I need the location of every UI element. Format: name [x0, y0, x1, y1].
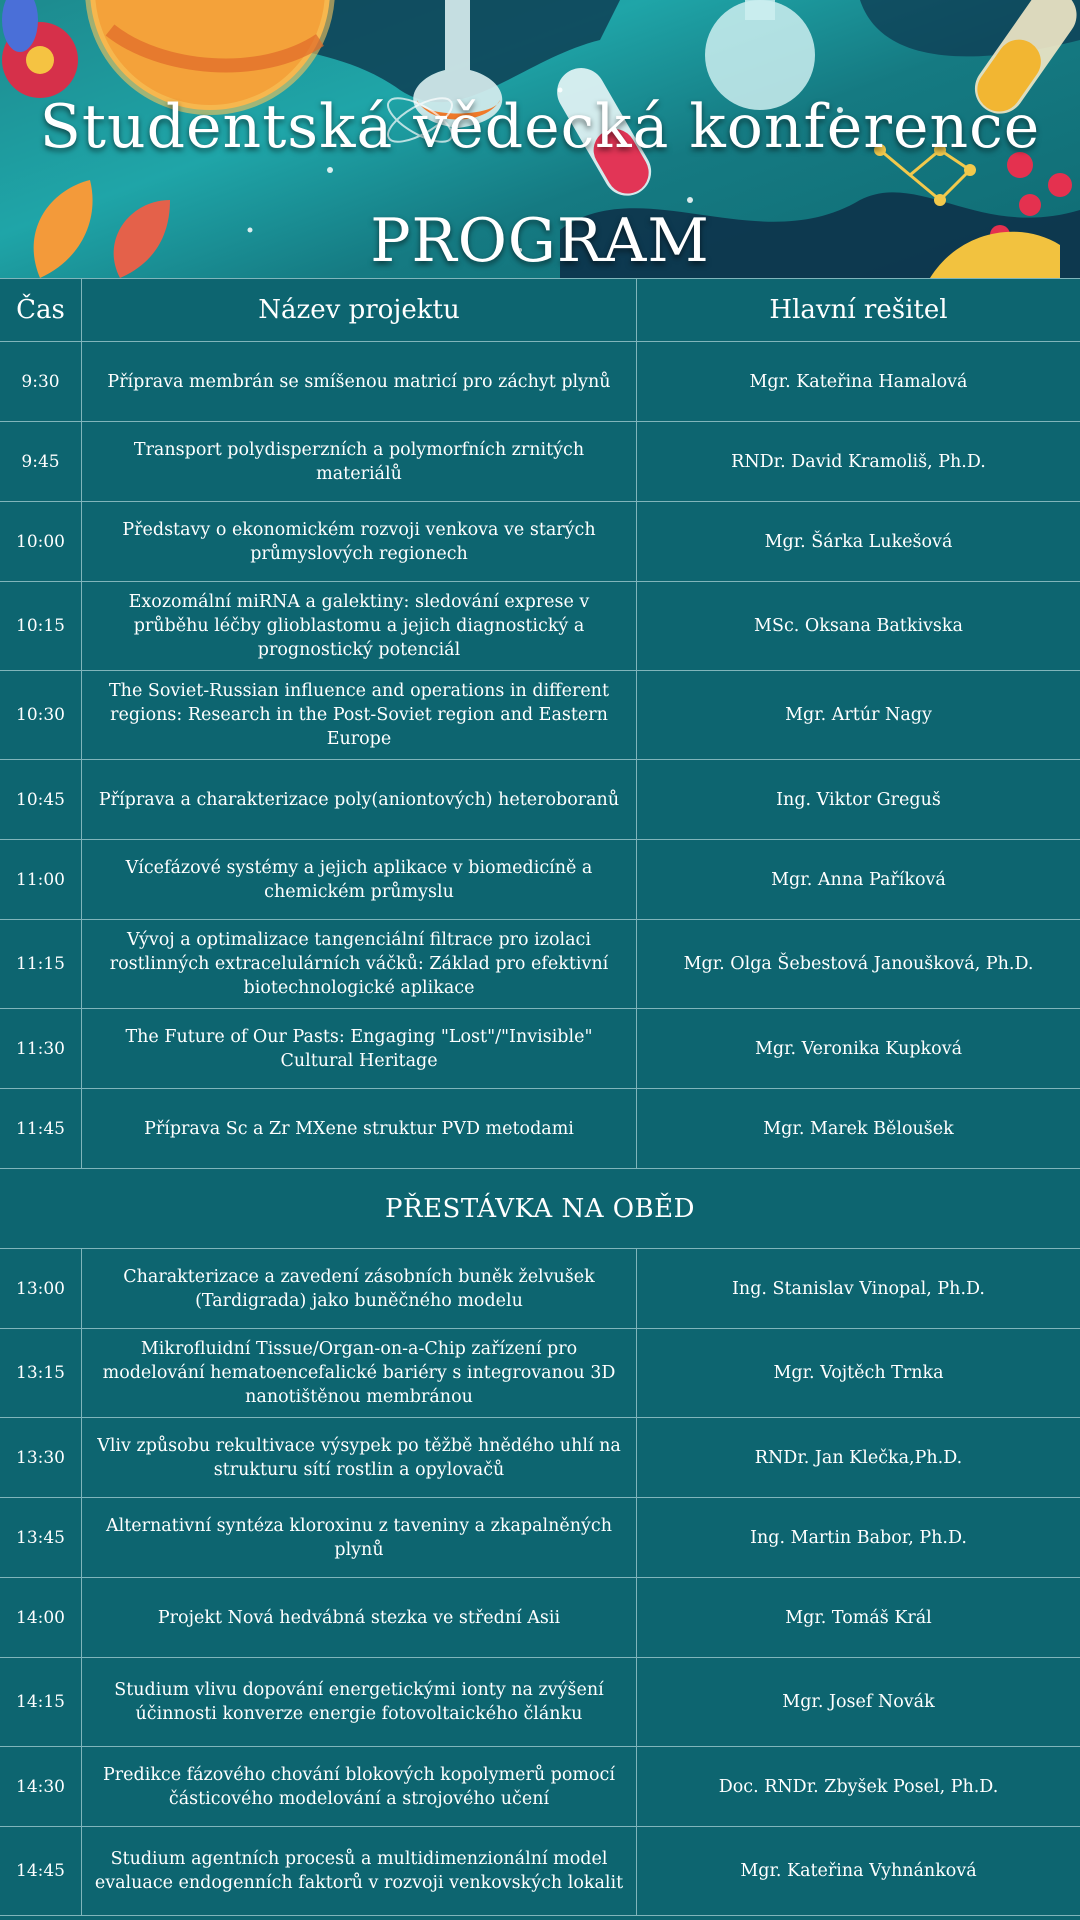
program-heading: PROGRAM — [370, 206, 710, 276]
session-time: 11:45 — [0, 1089, 82, 1168]
lead-researcher: RNDr. David Kramoliš, Ph.D. — [731, 451, 986, 472]
project-title: Exozomální miRNA a galektiny: sledování exprese v průběhu léčby glioblastomu a jejich diagnostický a prognostický potenciál — [82, 582, 637, 670]
session-time: 14:15 — [0, 1658, 82, 1746]
project-title: Alternativní syntéza kloroxinu z taveniny a zkapalněných plynů — [82, 1498, 637, 1577]
lead-researcher: Doc. RNDr. Zbyšek Posel, Ph.D. — [718, 1776, 999, 1797]
session-time: 11:00 — [0, 840, 82, 919]
lead-researcher: Mgr. Vojtěch Trnka — [773, 1363, 944, 1383]
table-row — [0, 840, 1080, 920]
table-row — [0, 1658, 1080, 1747]
session-time: 13:00 — [0, 1249, 82, 1328]
session-time: 11:15 — [0, 920, 82, 1008]
lead-researcher: MSc. Oksana Batkivska — [754, 616, 963, 636]
project-title: Studium vlivu dopování energetickými ionty na zvýšení účinnosti konverze energie fotovoltaického článku — [82, 1658, 637, 1746]
session-time: 13:15 — [0, 1329, 82, 1417]
session-time: 14:30 — [0, 1747, 82, 1826]
session-time: 10:30 — [0, 671, 82, 759]
table-row — [0, 920, 1080, 1009]
table-row — [0, 1009, 1080, 1089]
schedule-table — [0, 278, 1080, 1916]
session-time: 14:45 — [0, 1827, 82, 1915]
table-row — [0, 760, 1080, 840]
project-title: Charakterizace a zavedení zásobních buněk želvušek (Tardigrada) jako buněčného modelu — [82, 1249, 637, 1328]
table-row — [0, 582, 1080, 671]
project-title: Příprava Sc a Zr MXene struktur PVD metodami — [82, 1089, 637, 1168]
table-row — [0, 502, 1080, 582]
project-title: Mikrofluidní Tissue/Organ-on-a-Chip zařízení pro modelování hematoencefalické bariéry s integrovanou 3D nanotištěnou membránou — [82, 1329, 637, 1417]
lead-researcher: Mgr. Kateřina Vyhnánková — [740, 1861, 977, 1881]
project-title: Představy o ekonomickém rozvoji venkova ve starých průmyslových regionech — [82, 502, 637, 581]
lead-researcher: RNDr. Jan Klečka,Ph.D. — [754, 1447, 963, 1468]
lead-researcher: Mgr. Šárka Lukešová — [764, 531, 953, 552]
table-row — [0, 1418, 1080, 1498]
table-row — [0, 671, 1080, 760]
lunch-break-label: PŘESTÁVKA NA OBĚD — [385, 1193, 695, 1224]
session-time: 13:30 — [0, 1418, 82, 1497]
column-header-lead: Hlavní rešitel — [769, 295, 948, 325]
session-time: 9:45 — [0, 422, 82, 501]
lead-researcher: Mgr. Olga Šebestová Janoušková, Ph.D. — [683, 954, 1034, 974]
table-row — [0, 1827, 1080, 1916]
project-title: Predikce fázového chování blokových kopolymerů pomocí částicového modelování a strojového učení — [82, 1747, 637, 1826]
lunch-break-row — [0, 1169, 1080, 1249]
table-row — [0, 1329, 1080, 1418]
morning-session — [0, 342, 1080, 1169]
lead-researcher: Ing. Viktor Greguš — [776, 789, 941, 810]
conference-title: Studentská vědecká konference — [39, 92, 1041, 162]
column-header-project: Název projektu — [82, 279, 637, 341]
project-title: Transport polydisperzních a polymorfních zrnitých materiálů — [82, 422, 637, 501]
lead-researcher: Mgr. Veronika Kupková — [754, 1038, 963, 1059]
project-title: The Soviet-Russian influence and operations in different regions: Research in the Post-Soviet region and Eastern Europe — [82, 671, 637, 759]
lead-researcher: Mgr. Anna Paříková — [771, 869, 946, 890]
session-time: 10:00 — [0, 502, 82, 581]
project-title: The Future of Our Pasts: Engaging "Lost"/"Invisible" Cultural Heritage — [82, 1009, 637, 1088]
project-title: Vícefázové systémy a jejich aplikace v biomedicíně a chemickém průmyslu — [82, 840, 637, 919]
project-title: Příprava a charakterizace poly(aniontových) heteroboranů — [82, 760, 637, 839]
table-row — [0, 342, 1080, 422]
project-title: Příprava membrán se smíšenou matricí pro záchyt plynů — [82, 342, 637, 421]
session-time: 14:00 — [0, 1578, 82, 1657]
session-time: 11:30 — [0, 1009, 82, 1088]
lead-researcher: Mgr. Kateřina Hamalová — [749, 371, 968, 392]
project-title: Vývoj a optimalizace tangenciální filtrace pro izolaci rostlinných extracelulárních váčků: Základ pro efektivní biotechnologické aplikace — [82, 920, 637, 1008]
project-title: Studium agentních procesů a multidimenzionální model evaluace endogenních faktorů v rozvoji venkovských lokalit — [82, 1827, 637, 1915]
lead-researcher: Ing. Martin Babor, Ph.D. — [750, 1527, 967, 1548]
session-time: 10:15 — [0, 582, 82, 670]
table-row — [0, 1578, 1080, 1658]
lead-researcher: Mgr. Tomáš Král — [785, 1607, 932, 1628]
header-banner — [0, 0, 1080, 278]
session-time: 13:45 — [0, 1498, 82, 1577]
lead-researcher: Mgr. Marek Běloušek — [763, 1118, 954, 1139]
lead-researcher: Mgr. Artúr Nagy — [785, 705, 932, 725]
table-header-row — [0, 278, 1080, 342]
table-row — [0, 1747, 1080, 1827]
table-row — [0, 1089, 1080, 1169]
table-row — [0, 1498, 1080, 1578]
project-title: Projekt Nová hedvábná stezka ve střední Asii — [82, 1578, 637, 1657]
session-time: 9:30 — [0, 342, 82, 421]
lead-researcher: Ing. Stanislav Vinopal, Ph.D. — [732, 1278, 985, 1299]
afternoon-session — [0, 1249, 1080, 1916]
column-header-time: Čas — [0, 279, 82, 341]
lead-researcher: Mgr. Josef Novák — [782, 1692, 935, 1712]
session-time: 10:45 — [0, 760, 82, 839]
table-row — [0, 422, 1080, 502]
table-row — [0, 1249, 1080, 1329]
project-title: Vliv způsobu rekultivace výsypek po těžbě hnědého uhlí na strukturu sítí rostlin a opylovačů — [82, 1418, 637, 1497]
